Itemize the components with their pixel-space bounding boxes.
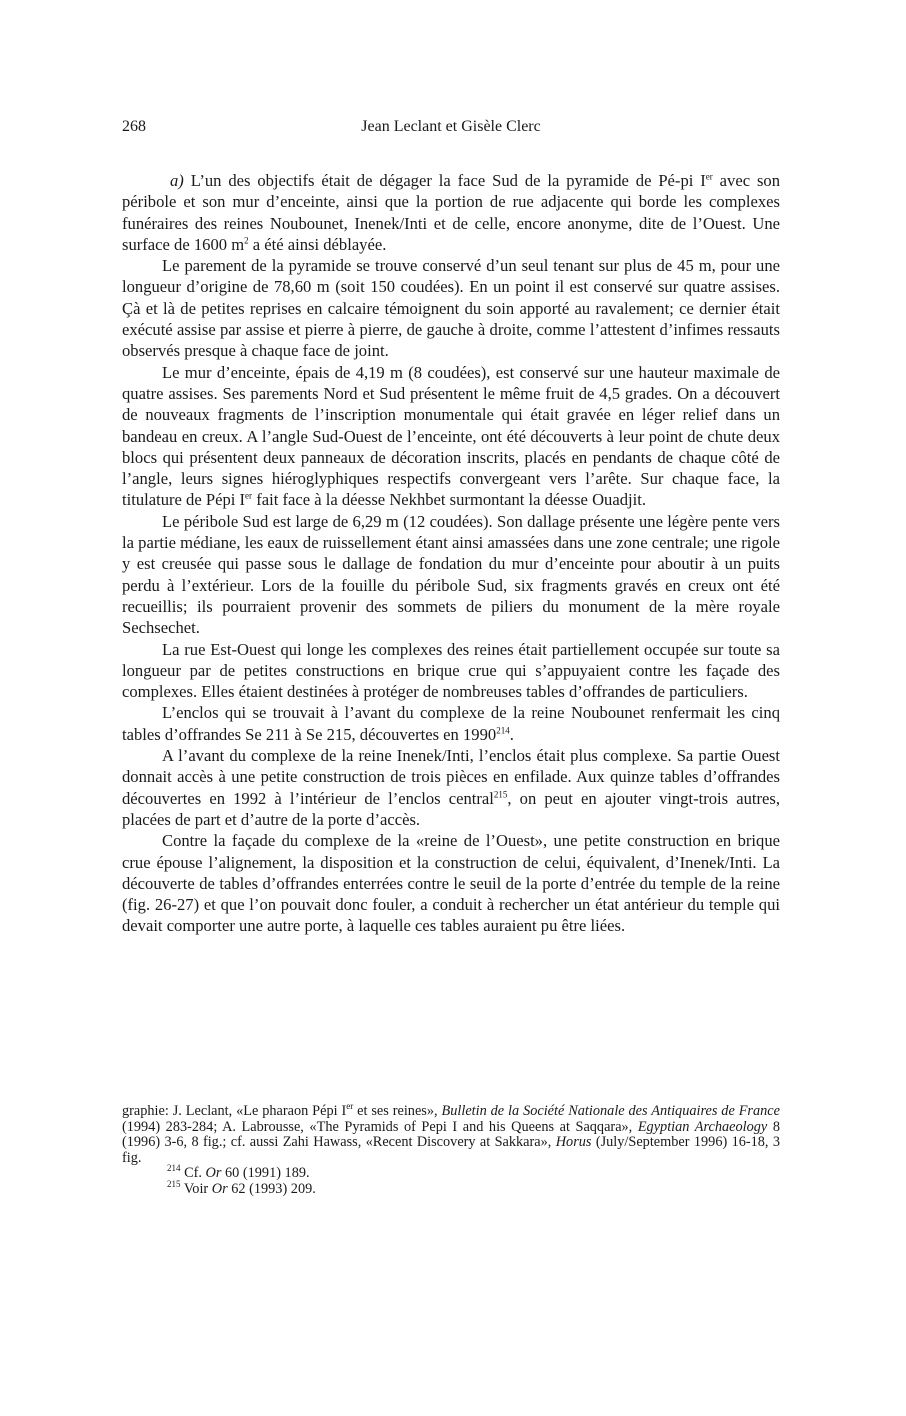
paragraph-7: A l’avant du complexe de la reine Inenek/Inti, l’enclos était plus complexe. Sa partie Ouest donnait accès à une petite construction de trois pièces en enfilade. Aux quinze tables d’offrandes découvertes en 1992 à l’intérieur de l’enclos central$^{215}$, on peut en ajouter vingt-trois autres, placées de part et d’autre de la porte d’accès. (122, 746, 780, 829)
paragraph-6: L’enclos qui se trouvait à l’avant du complexe de la reine Noubounet renfermait les cinq tables d’offrandes Se 211 à Se 215, découvertes en 1990$^{214}$. (122, 703, 780, 744)
paragraph-3: Le mur d’enceinte, épais de 4,19 m (8 coudées), est conservé sur une hauteur maximale de quatre assises. Ses parements Nord et Sud présentent le même fruit de 4,5 grades. On a découvert de nouveaux fragments de l’inscription monumentale qui était gravée en léger relief dans un bandeau en creux. A l’angle Sud-Ouest de l’enceinte, ont été découverts à leur point de chute deux blocs qui présentent deux panneaux de décoration inscrits, placés en pendants de chaque côté de l’angle, leurs signes hiéroglyphiques respectifs convergeant vers l’arête. Sur chaque face, la titulature de Pépi Ier fait face à la déesse Nekhbet surmontant la déesse Ouadjit. (122, 362, 780, 510)
paragraph-8: Contre la façade du complexe de la «reine de l’Ouest», une petite construction en brique crue épouse l’alignement, la disposition et la construction de celui, équivalent, d’Inenek/Inti. La découverte de tables d’offrandes enterrées contre le seuil de la porte d’entrée du temple de la reine (fig. 26-27) et que l’on pouvait donc fouler, a conduit à rechercher un état antérieur du temple qui devait comporter une autre porte, à laquelle ces tables auraient pu être liées. (122, 831, 780, 936)
page-number: 268 (122, 118, 146, 135)
page-header (122, 118, 780, 142)
running-head: Jean Leclant et Gisèle Clerc (361, 118, 541, 135)
footnote-215: $^{215}$ Voir Or 62 (1993) 209. (167, 1179, 316, 1197)
footnotes (122, 1101, 781, 1198)
footnote-ref-214[interactable]: 214 (496, 725, 510, 736)
paragraph-4: Le péribole Sud est large de 6,29 m (12 coudées). Son dallage présente une légère pente vers la partie médiane, les eaux de ruissellement étant ainsi amassées dans une zone centrale; une rigole y est creusée qui passe sous le dallage de fondation du mur d’enceinte pour aboutir à un puits perdu à l’extérieur. Lors de la fouille du péribole Sud, six fragments gravés en creux ont été recueillis; ils pourraient provenir des sommets de piliers du monument de la mère royale Sechsechet. (122, 511, 780, 638)
footnote-continuation: graphie: J. Leclant, «Le pharaon Pépi Ier et ses reines», Bulletin de la Société Nationale des Antiquaires de France (1994) 283-284; A. Labrousse, «The Pyramids of Pepi I and his Queens at Saqqara», Egyptian Archaeology 8 (1996) 3-6, 8 fig.; cf. aussi Zahi Hawass, «Recent Discovery at Sakkara», Horus (July/September 1996) 16-18, 3 fig. (122, 1101, 781, 1166)
paragraph-5: La rue Est-Ouest qui longe les complexes des reines était partiellement occupée sur toute sa longueur par de petites constructions en brique crue qui s’appuyaient contre les façade des complexes. Elles étaient destinées à protéger de nombreuses tables d’offrandes de particuliers. (122, 639, 780, 702)
body-text (122, 170, 780, 937)
footnote-214: $^{214}$ Cf. Or 60 (1991) 189. (167, 1163, 310, 1182)
paragraph-2: Le parement de la pyramide se trouve conservé d’un seul tenant sur plus de 45 m, pour une longueur d’origine de 78,60 m (soit 150 coudées). En un point il est conservé sur quatre assises. Çà et là de petites reprises en calcaire témoignent du soin apporté au ravalement; ce dernier était exécuté assise par assise et pierre à pierre, de gauche à droite, comme l’attestent d’infimes ressauts observés presque à chaque face de joint. (122, 256, 780, 361)
paragraph-label: a) (170, 171, 184, 190)
footnote-ref-215[interactable]: 215 (493, 789, 508, 800)
paragraph-1: a) L’un des objectifs était de dégager la face Sud de la pyramide de Pé-pi Ier avec son péribole et son mur d’enceinte, ainsi que la portion de rue adjacente qui borde les complexes funéraires des reines Noubounet, Inenek/Inti et de celle, encore anonyme, dite de l’Ouest. Une surface de 1600 $m^2$ a été ainsi déblayée. (122, 171, 780, 254)
